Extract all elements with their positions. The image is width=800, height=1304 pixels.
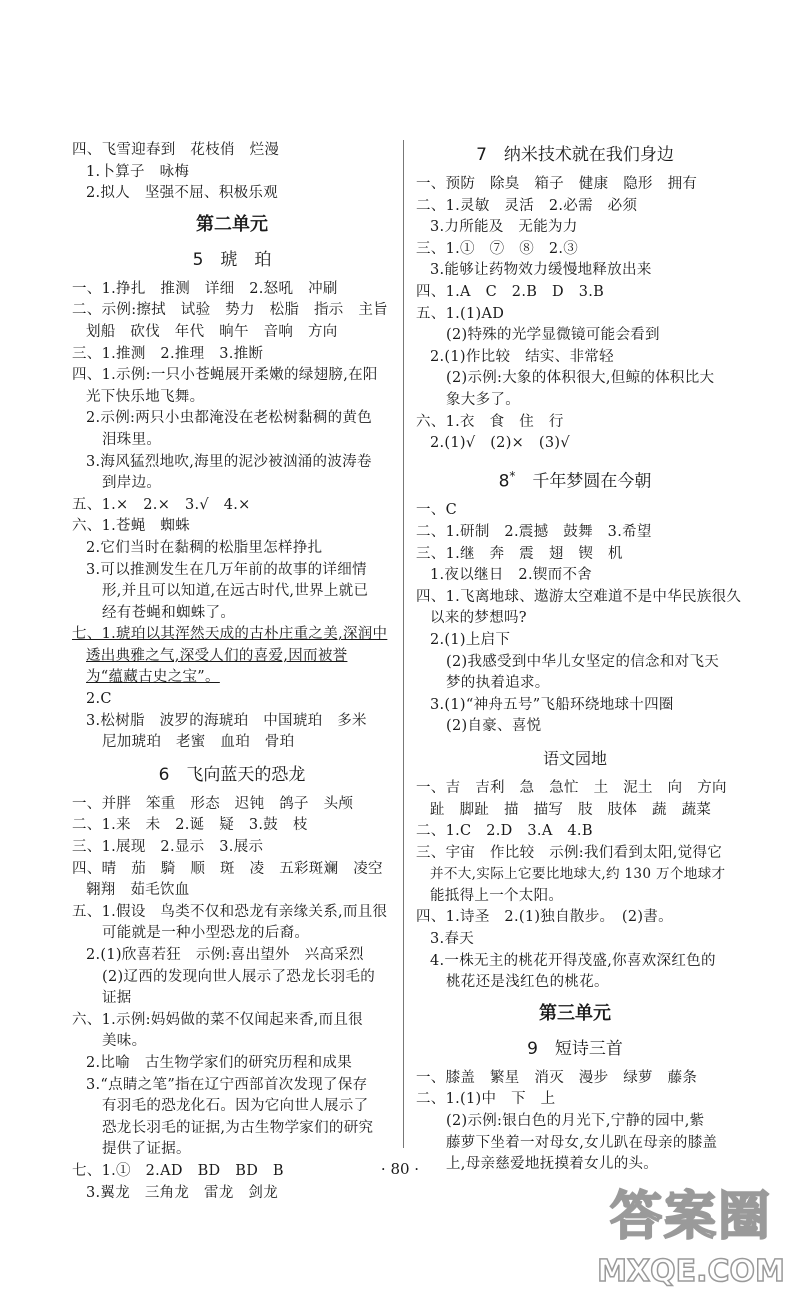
answer-line: 2.示例:两只小虫都淹没在老松树黏稠的黄色: [86, 410, 373, 427]
answer-line: 趾 脚趾 描 描写 肢 肢体 蔬 蔬菜: [430, 801, 712, 818]
answer-line: 四、1.A C 2.B D 3.B: [416, 283, 605, 300]
answer-line: 泪珠里。: [102, 431, 162, 448]
answer-line: 到岸边。: [102, 475, 162, 492]
answer-line: 3.春天: [430, 931, 475, 948]
answer-line: (2)辽西的发现向世人展示了恐龙长羽毛的: [102, 968, 376, 985]
answer-line: 3.翼龙 三角龙 雷龙 剑龙: [86, 1184, 279, 1201]
answer-line: 四、1.诗圣 2.(1)独自散步。 (2)書。: [416, 909, 673, 926]
watermark-logo: [596, 1184, 786, 1296]
answer-line: (2)示例:大象的体积很大,但鲸的体积比大: [446, 370, 715, 387]
answer-line: (2)示例:银白色的月光下,宁静的园中,紫: [446, 1113, 705, 1130]
answer-line: 2.比喻 古生物学家们的研究历程和成果: [86, 1054, 353, 1071]
answer-line: 二、1.来 未 2.诞 疑 3.鼓 枝: [72, 817, 308, 834]
answer-line: 四、1.飞离地球、遨游太空难道不是中华民族很久: [416, 588, 742, 605]
answer-line: (2)自豪、喜悦: [446, 718, 542, 735]
answer-line: 以来的梦想吗?: [430, 610, 527, 627]
section-heading: 语文园地: [542, 748, 607, 768]
answer-line: 可能就是一种小型恐龙的后裔。: [102, 925, 310, 942]
answer-line: 一、膝盖 繁星 消灭 漫步 绿萝 藤条: [416, 1069, 698, 1086]
answer-line: 翱翔 茹毛饮血: [86, 882, 190, 899]
answer-line: (2)我感受到中华儿女坚定的信念和对飞天: [446, 653, 720, 670]
answer-line: 三、1.① ⑦ ⑧ 2.③: [416, 240, 579, 257]
answer-line: 上,母亲慈爱地抚摸着女儿的头。: [446, 1156, 659, 1173]
answer-line: 美味。: [102, 1033, 147, 1050]
answer-line: 三、1.继 奔 震 翅 锲 机: [416, 545, 623, 562]
lesson-heading: [416, 463, 734, 495]
answer-line: 五、1.假设 鸟类不仅和恐龙有亲缘关系,而且很: [72, 903, 388, 920]
column-divider: [403, 140, 404, 1148]
answer-line: 3.海风猛烈地吹,海里的泥沙被汹涌的波涛卷: [86, 453, 372, 470]
answer-line: 四、晴 茄 騎 顺 斑 凌 五彩斑斓 凌空: [72, 860, 383, 877]
answer-line: 六、1.衣 食 住 行: [416, 413, 564, 430]
watermark-text: 答案圈: [609, 1187, 772, 1247]
answer-line: 二、1.C 2.D 3.A 4.B: [416, 823, 593, 840]
answer-line: 4.一株无主的桃花开得茂盛,你喜欢深红色的: [430, 952, 716, 969]
answer-line: 2.C: [86, 691, 112, 708]
page-number: · 80 ·: [380, 1160, 420, 1178]
answer-line: 能抵得上一个太阳。: [430, 887, 564, 904]
answer-line: 六、1.苍蝇 蜘蛛: [72, 518, 191, 535]
answer-line: 一、1.挣扎 推测 详细 2.怒吼 冲刷: [72, 280, 338, 297]
answer-line: 划船 砍伐 年代 晌午 音响 方向: [86, 323, 338, 340]
answer-line: 透出典雅之气,深受人们的喜爱,因而被誉: [86, 647, 348, 664]
answer-line: 1.卜算子 咏梅: [86, 163, 190, 180]
answer-line: 3.松树脂 波罗的海琥珀 中国琥珀 多米: [86, 712, 367, 729]
answer-line: 二、示例:擦拭 试验 势力 松脂 指示 主旨: [72, 302, 388, 319]
answer-line: 3.可以推测发生在几万年前的故事的详细情: [86, 561, 367, 578]
lesson-heading: 5 琥 珀: [192, 249, 272, 270]
answer-line: 2.它们当时在黏稠的松脂里怎样挣扎: [86, 539, 323, 556]
answer-line: (2)特殊的光学显微镜可能会看到: [446, 327, 660, 344]
answer-line: 三、1.展现 2.显示 3.展示: [72, 839, 264, 856]
lesson-heading: 9 短诗三首: [527, 1038, 623, 1059]
answer-line: 二、1.灵敏 灵活 2.必需 必须: [416, 197, 638, 214]
answer-line: 3.力所能及 无能为力: [430, 219, 578, 236]
answer-line: 2.(1)√ (2)× (3)√: [430, 435, 570, 452]
answer-line: 象大多了。: [446, 391, 520, 408]
answer-line: 光下快乐地飞舞。: [86, 388, 205, 405]
answer-line: 2.拟人 坚强不屈、积极乐观: [86, 185, 279, 202]
lesson-title: 千年梦圆在今朝: [532, 471, 652, 492]
answer-line: 梦的执着追求。: [446, 675, 550, 692]
answer-line: 经有苍蝇和蜘蛛了。: [102, 604, 236, 621]
answer-line: 3.能够让药物效力缓慢地释放出来: [430, 262, 652, 279]
answer-line: 四、飞雪迎春到 花枝俏 烂漫: [72, 142, 280, 158]
left-column: [72, 140, 392, 1204]
answer-line: 3.(1)“神舟五号”飞船环绕地球十四圈: [430, 696, 674, 713]
watermark-url: MXQE.COM: [597, 1254, 785, 1289]
answer-line: 一、吉 吉利 急 急忙 土 泥土 向 方向: [416, 779, 727, 796]
answer-line: 3.“点睛之笔”指在辽宁西部首次发现了保存: [86, 1076, 368, 1093]
answer-line: 一、并胖 笨重 形态 迟钝 鸽子 头颅: [72, 795, 354, 812]
unit-heading: 第三单元: [539, 1002, 611, 1024]
answer-line: 三、1.推测 2.推理 3.推断: [72, 345, 264, 362]
answer-line: 二、1.研制 2.震撼 鼓舞 3.希望: [416, 523, 652, 540]
answer-line: 有羽毛的恐龙化石。因为它向世人展示了: [102, 1098, 369, 1115]
answer-line: 五、1.× 2.× 3.√ 4.×: [72, 496, 251, 513]
answer-line: 二、1.(1)中 下 上: [416, 1091, 556, 1108]
answer-line: 提供了证据。: [102, 1141, 191, 1158]
lesson-heading: 7 纳米技术就在我们身边: [476, 145, 674, 165]
answer-line: 六、1.示例:妈妈做的菜不仅闻起来香,而且很: [72, 1011, 363, 1028]
answer-line: 五、1.(1)AD: [416, 305, 505, 322]
answer-line: 2.(1)欣喜若狂 示例:喜出望外 兴高采烈: [86, 947, 364, 963]
answer-line: 一、C: [416, 502, 457, 519]
answer-line: 2.(1)作比较 结实、非常轻: [430, 348, 614, 365]
answer-line: 尼加琥珀 老蜜 血珀 骨珀: [102, 734, 295, 751]
answer-line: 四、1.示例:一只小苍蝇展开柔嫩的绿翅膀,在阳: [72, 367, 378, 384]
answer-line: 1.夜以继日 2.锲而不舍: [430, 567, 593, 584]
answer-line: 桃花还是浅红色的桃花。: [446, 974, 609, 991]
answer-line: 藤萝下坐着一对母女,女儿趴在母亲的膝盖: [446, 1134, 718, 1151]
right-column: [416, 140, 742, 1176]
answer-line: 七、1.琥珀以其浑然天成的古朴庄重之美,深润中: [72, 626, 388, 643]
lesson-heading: 6 飞向蓝天的恐龙: [158, 764, 306, 785]
answer-line: 为“蕴藏古史之宝”。: [86, 669, 220, 686]
answer-line: 证据: [102, 990, 132, 1007]
answer-line: 三、宇宙 作比较 示例:我们看到太阳,觉得它: [416, 844, 723, 861]
answer-line: 一、预防 除臭 箱子 健康 隐形 拥有: [416, 176, 698, 192]
lesson-number: 8: [498, 471, 510, 492]
answer-line: 并不大,实际上它要比地球大,约 130 万个地球才: [430, 866, 726, 883]
unit-heading: 第二单元: [196, 213, 268, 235]
answer-line: 2.(1)上启下: [430, 631, 511, 648]
answer-line: 恐龙长羽毛的证据,为古生物学家们的研究: [102, 1119, 374, 1136]
answer-line: 形,并且可以知道,在远古时代,世界上就已: [102, 583, 369, 600]
answer-line: 七、1.① 2.AD BD BD B: [72, 1162, 284, 1179]
optional-lesson-mark: *: [509, 468, 516, 483]
